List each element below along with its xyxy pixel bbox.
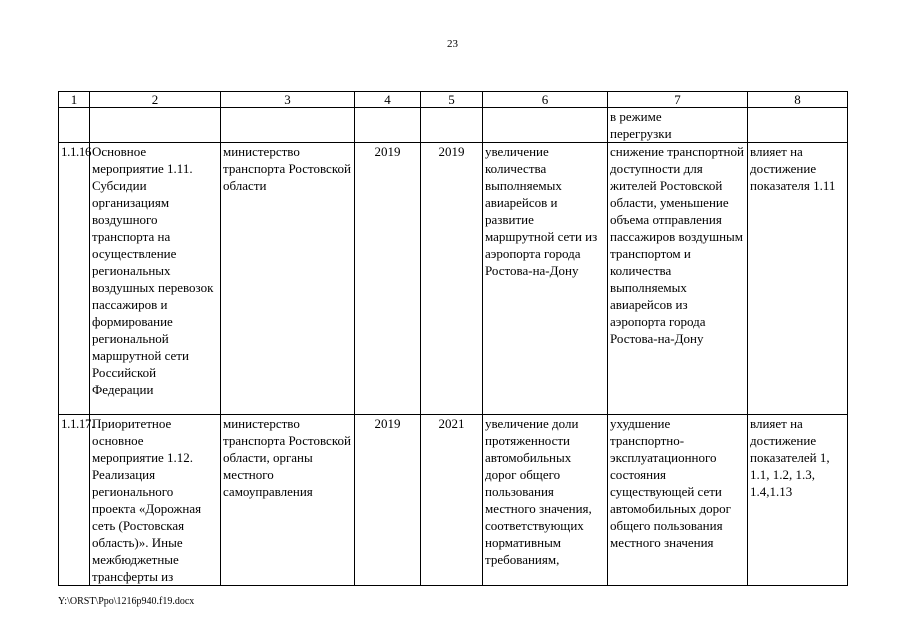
row-indicators: влияет на достижение показателя 1.11: [748, 143, 848, 415]
cell: [483, 108, 608, 143]
row-expected-result: увеличение количества выполняемых авиарейсов и развитие маршрутной сети из аэропорта города Ростова-на-Дону: [483, 143, 608, 415]
cell: [748, 108, 848, 143]
row-expected-result: увеличение доли протяженности автомобильных дорог общего пользования местного значения, соответствующих нормативным требованиям,: [483, 415, 608, 586]
row-code: 1.1.16: [59, 143, 90, 415]
row-executor: министерство транспорта Ростовской области: [221, 143, 355, 415]
row-start-year: 2019: [355, 415, 421, 586]
cell: [221, 108, 355, 143]
col-header-3: 3: [221, 92, 355, 108]
continuation-text: в режиме перегрузки: [608, 108, 748, 143]
table-row: [59, 143, 848, 415]
cell: [90, 108, 221, 143]
col-header-5: 5: [421, 92, 483, 108]
row-end-year: 2021: [421, 415, 483, 586]
row-indicators: влияет на достижение показателей 1, 1.1, 1.2, 1.3, 1.4,1.13: [748, 415, 848, 586]
col-header-2: 2: [90, 92, 221, 108]
cell: [59, 108, 90, 143]
cell: [355, 108, 421, 143]
row-end-year: 2019: [421, 143, 483, 415]
row-start-year: 2019: [355, 143, 421, 415]
row-executor: министерство транспорта Ростовской области, органы местного самоуправления: [221, 415, 355, 586]
file-path-footer: Y:\ORST\Ppo\1216p940.f19.docx: [58, 596, 195, 607]
col-header-7: 7: [608, 92, 748, 108]
continuation-row: [59, 108, 848, 143]
col-header-8: 8: [748, 92, 848, 108]
row-name: Приоритетное основное мероприятие 1.12. Реализация регионального проекта «Дорожная сеть (Ростовская область)». Иные межбюджетные трансферты из: [90, 415, 221, 586]
col-header-1: 1: [59, 92, 90, 108]
col-header-6: 6: [483, 92, 608, 108]
measures-table: [58, 91, 848, 586]
row-name: Основное мероприятие 1.11. Субсидии организациям воздушного транспорта на осуществление региональных воздушных перевозок пассажиров и формирование региональной маршрутной сети Российской Федерации: [90, 143, 221, 415]
row-consequences: снижение транспортной доступности для жителей Ростовской области, уменьшение объема отправления пассажиров воздушным транспортом и количества выполняемых авиарейсов из аэропорта города Ростова-на-Дону: [608, 143, 748, 415]
col-header-4: 4: [355, 92, 421, 108]
table-row: [59, 415, 848, 586]
cell: [421, 108, 483, 143]
row-consequences: ухудшение транспортно-эксплуатационного состояния существующей сети автомобильных дорог общего пользования местного значения: [608, 415, 748, 586]
page-number: 23: [447, 38, 458, 50]
row-code: 1.1.17.: [59, 415, 90, 586]
header-row: [59, 92, 848, 108]
